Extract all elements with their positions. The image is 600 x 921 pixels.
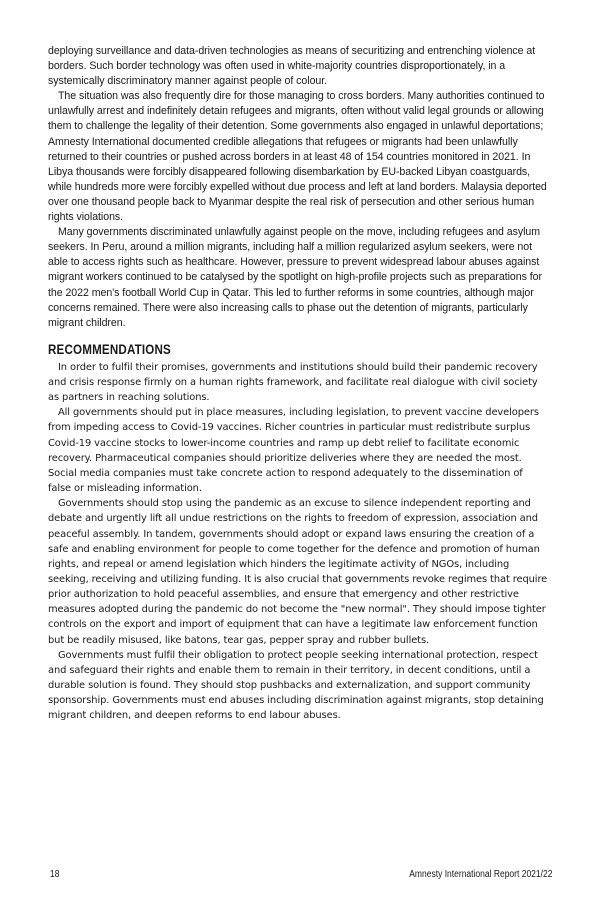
body-paragraph: deploying surveillance and data-driven technologies as means of securitizing and entrenching violence at borders. Such border technology was often used in white-majority countries disproportionately, in a systemically discriminatory manner against people of colour. — [48, 45, 536, 88]
recommendation-paragraph: In order to fulfil their promises, governments and institutions should build their pandemic recovery and crisis response firmly on a human rights framework, and facilitate real dialogue with civil society as partners in reaching solutions. — [48, 361, 538, 404]
page-content — [48, 44, 548, 724]
body-paragraph: Many governments discriminated unlawfully against people on the move, including refugees and asylum seekers. In Peru, around a million migrants, including half a million regularized asylum seekers, were not able to access rights such as healthcare. However, pressure to prevent widespread labour abuses against migrant workers continued to be catalysed by the spotlight on high-profile projects such as preparations for the 2022 men's football World Cup in Qatar. This led to further reforms in some countries, although major concerns remained. There were also increasing calls to phase out the detention of migrants, particularly migrant children. — [48, 226, 542, 329]
recommendation-paragraph: Governments must fulfil their obligation to protect people seeking international protection, respect and safeguard their rights and enable them to remain in their territory, in decent conditions, until a durable solution is found. They should stop pushbacks and externalization, and support community sponsorship. Governments must end abuses including discrimination against migrants, stop detaining migrant children, and deepen reforms to end labour abuses. — [48, 649, 544, 722]
recommendation-paragraph: All governments should put in place measures, including legislation, to prevent vaccine developers from impeding access to Covid-19 vaccines. Richer countries in particular must redistribute surplus Covid-19 vaccine stocks to lower-income countries and ramp up debt relief to facilitate economic recovery. Pharmaceutical companies should prioritize deliveries where they are needed the most. Social media companies must take concrete action to respond adequately to the dissemination of false or misleading information. — [48, 407, 539, 495]
recommendation-paragraph: Governments should stop using the pandemic as an excuse to silence independent reporting and debate and urgently lift all undue restrictions on the rights to freedom of expression, association and peaceful assembly. In tandem, governments should adopt or expand laws ensuring the creation of a safe and enabling environment for people to come together for the defence and promotion of human rights, and repeal or amend legislation which hinders the legitimate activity of NGOs, including seeking, receiving and utilizing funding. It is also crucial that governments revoke regimes that require prior authorization to hold peaceful assemblies, and ensure that emergency and other restrictive measures adopted during the pandemic do not become the "new normal". They should impose tighter controls on the export and import of equipment that can have a legitimate law enforcement function but be readily misused, like batons, tear gas, pepper spray and rubber bullets. — [48, 498, 548, 646]
section-heading-recommendations: RECOMMENDATIONS — [48, 341, 171, 357]
report-title-footer: Amnesty International Report 2021/22 — [408, 869, 552, 880]
body-paragraph: The situation was also frequently dire for those managing to cross borders. Many authorities continued to unlawfully arrest and indefinitely detain refugees and migrants, often without valid legal grounds or allowing them to challenge the legality of their detention. Some governments also engaged in unlawful deportations; Amnesty International documented credible allegations that refugees or migrants had been unlawfully returned to their countries or pushed across borders in at least 48 of 154 countries monitored in 2021. In Libya thousands were forcibly disappeared following disembarkation by EU-backed Libyan coastguards, while hundreds more were forcibly expelled without due process and left at land borders. Malaysia deported over one thousand people back to Myanmar despite the real risk of persecution and other serious human rights violations. — [48, 90, 547, 224]
page-number: 18 — [50, 869, 60, 880]
